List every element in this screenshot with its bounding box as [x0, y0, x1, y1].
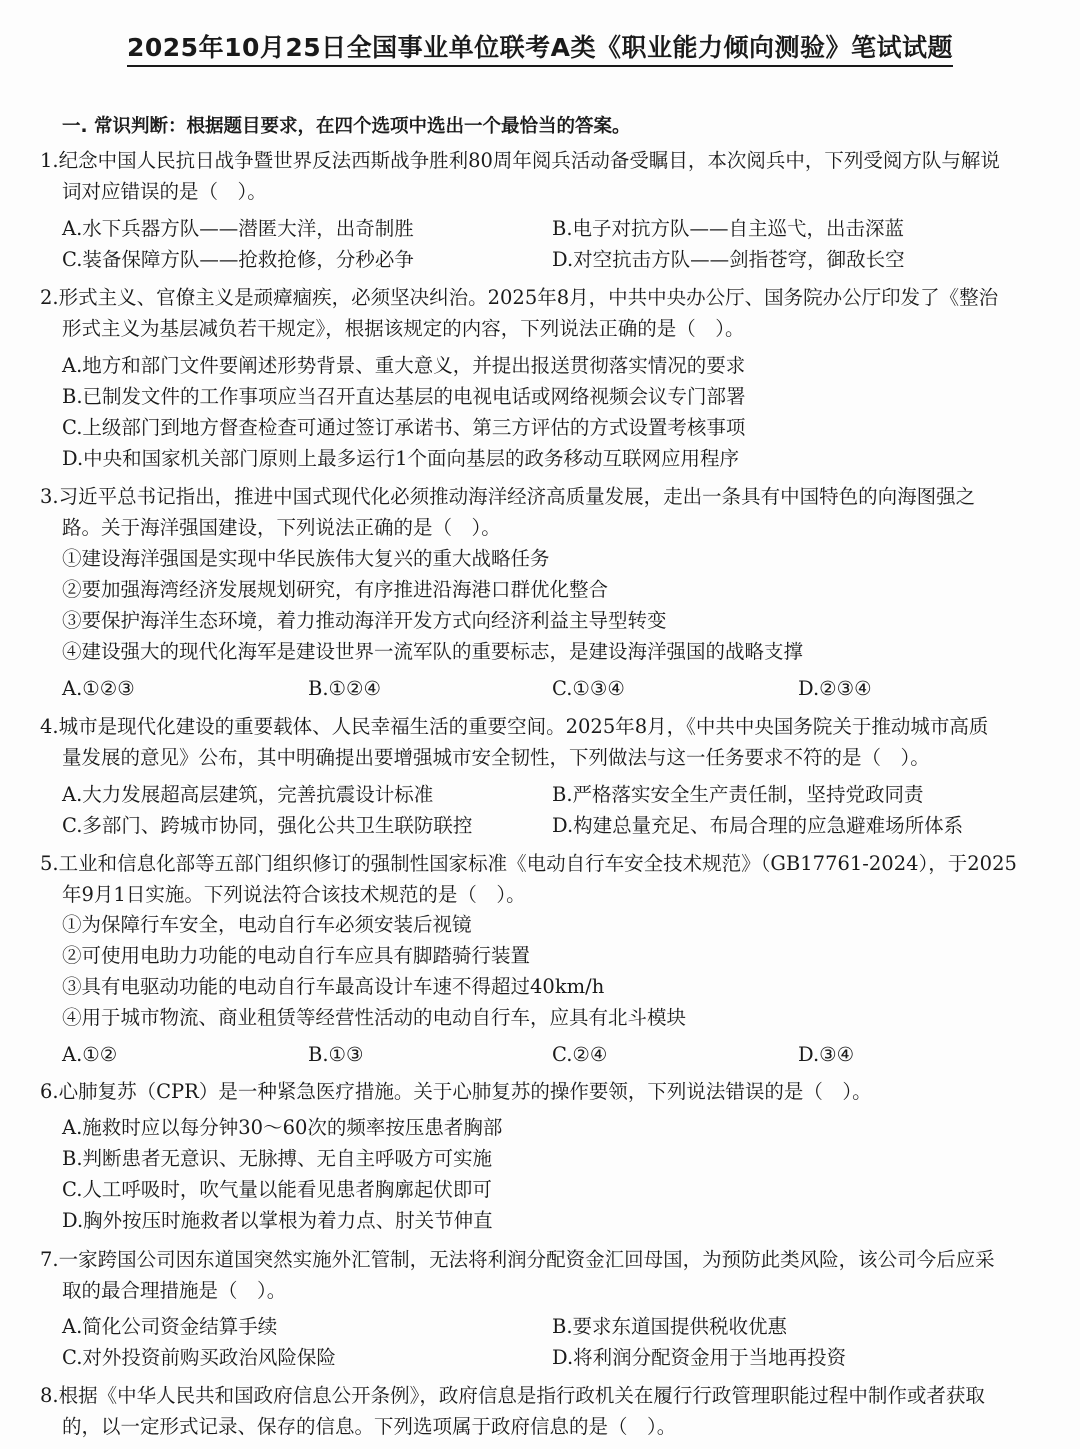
- question-5-statement-4: ④用于城市物流、商业租赁等经营性活动的电动自行车，应具有北斗模块: [62, 1006, 687, 1029]
- question-5-statement-3: ③具有电驱动功能的电动自行车最高设计车速不得超过40km/h: [62, 975, 605, 998]
- question-3-option-c: C.①③④: [552, 677, 625, 700]
- question-2-stem-line-2: 形式主义为基层减负若干规定》，根据该规定的内容，下列说法正确的是（ ）。: [62, 317, 745, 340]
- question-3-statement-2: ②要加强海湾经济发展规划研究，有序推进沿海港口群优化整合: [62, 578, 609, 601]
- question-4-option-b: B.严格落实安全生产责任制，坚持党政同责: [552, 783, 924, 806]
- question-3-statement-3: ③要保护海洋生态环境，着力推动海洋开发方式向经济利益主导型转变: [62, 609, 667, 632]
- question-3-statement-1: ①建设海洋强国是实现中华民族伟大复兴的重大战略任务: [62, 547, 550, 570]
- question-2-option-a: A.地方和部门文件要阐述形势背景、重大意义，并提出报送贯彻落实情况的要求: [62, 354, 746, 377]
- page-title: [0, 28, 1080, 64]
- question-2-option-b: B.已制发文件的工作事项应当召开直达基层的电视电话或网络视频会议专门部署: [62, 385, 746, 408]
- question-5-stem-line-1: 5.工业和信息化部等五部门组织修订的强制性国家标准《电动自行车安全技术规范》（GB17761-2024），于2025: [40, 852, 1017, 875]
- question-4-option-a: A.大力发展超高层建筑，完善抗震设计标准: [62, 783, 434, 806]
- question-1-stem-line-2: 词对应错误的是（ ）。: [62, 180, 267, 203]
- question-4-option-d: D.构建总量充足、布局合理的应急避难场所体系: [552, 814, 964, 837]
- section-heading: 一. 常识判断：根据题目要求，在四个选项中选出一个最恰当的答案。: [62, 116, 631, 137]
- question-2-option-d: D.中央和国家机关部门原则上最多运行1个面向基层的政务移动互联网应用程序: [62, 447, 740, 470]
- question-5-statement-1: ①为保障行车安全，电动自行车必须安装后视镜: [62, 913, 472, 936]
- question-5-option-c: C.②④: [552, 1043, 608, 1066]
- question-7-option-d: D.将利润分配资金用于当地再投资: [552, 1346, 847, 1369]
- question-1-option-b: B.电子对抗方队——自主巡弋，出击深蓝: [552, 217, 905, 240]
- question-5-option-d: D.③④: [798, 1043, 855, 1066]
- question-8-stem-line-1: 8.根据《中华人民共和国政府信息公开条例》，政府信息是指行政机关在履行行政管理职能过程中制作或者获取: [40, 1384, 985, 1407]
- question-3-option-d: D.②③④: [798, 677, 872, 700]
- question-1-option-a: A.水下兵器方队——潜匿大洋，出奇制胜: [62, 217, 414, 240]
- question-6-option-d: D.胸外按压时施救者以掌根为着力点、肘关节伸直: [62, 1209, 493, 1232]
- question-7-option-b: B.要求东道国提供税收优惠: [552, 1315, 788, 1338]
- question-4-option-c: C.多部门、跨城市协同，强化公共卫生联防联控: [62, 814, 473, 837]
- question-6-option-b: B.判断患者无意识、无脉搏、无自主呼吸方可实施: [62, 1147, 493, 1170]
- question-6-option-a: A.施救时应以每分钟30～60次的频率按压患者胸部: [62, 1116, 503, 1139]
- question-3-option-b: B.①②④: [308, 677, 381, 700]
- question-8-stem-line-2: 的，以一定形式记录、保存的信息。下列选项属于政府信息的是（ ）。: [62, 1415, 677, 1438]
- question-3-statement-4: ④建设强大的现代化海军是建设世界一流军队的重要标志，是建设海洋强国的战略支撑: [62, 640, 804, 663]
- question-7-option-a: A.简化公司资金结算手续: [62, 1315, 278, 1338]
- question-7-stem-line-1: 7.一家跨国公司因东道国突然实施外汇管制，无法将利润分配资金汇回母国，为预防此类风险，该公司今后应采: [40, 1248, 995, 1271]
- question-7-option-c: C.对外投资前购买政治风险保险: [62, 1346, 336, 1369]
- question-4-stem-line-1: 4.城市是现代化建设的重要载体、人民幸福生活的重要空间。2025年8月，《中共中央国务院关于推动城市高质: [40, 715, 989, 738]
- title-text: 2025年10月25日全国事业单位联考A类《职业能力倾向测验》笔试试题: [127, 33, 953, 67]
- question-1-option-c: C.装备保障方队——抢救抢修，分秒必争: [62, 248, 414, 271]
- question-5-option-a: A.①②: [62, 1043, 118, 1066]
- question-3-stem-line-2: 路。关于海洋强国建设，下列说法正确的是（ ）。: [62, 516, 501, 539]
- question-6-stem-line-1: 6.心肺复苏（CPR）是一种紧急医疗措施。关于心肺复苏的操作要领，下列说法错误的是（ ）。: [40, 1080, 872, 1103]
- question-4-stem-line-2: 量发展的意见》公布，其中明确提出要增强城市安全韧性，下列做法与这一任务要求不符的是（ ）。: [62, 746, 930, 769]
- question-6-option-c: C.人工呼吸时，吹气量以能看见患者胸廓起伏即可: [62, 1178, 492, 1201]
- question-1-stem-line-1: 1.纪念中国人民抗日战争暨世界反法西斯战争胜利80周年阅兵活动备受瞩目，本次阅兵中，下列受阅方队与解说: [40, 149, 1000, 172]
- question-1-option-d: D.对空抗击方队——剑指苍穹，御敌长空: [552, 248, 905, 271]
- question-3-stem-line-1: 3.习近平总书记指出，推进中国式现代化必须推动海洋经济高质量发展，走出一条具有中国特色的向海图强之: [40, 485, 976, 508]
- question-3-option-a: A.①②③: [62, 677, 135, 700]
- question-2-stem-line-1: 2.形式主义、官僚主义是顽瘴痼疾，必须坚决纠治。2025年8月，中共中央办公厅、国务院办公厅印发了《整治: [40, 286, 999, 309]
- question-5-stem-line-2: 年9月1日实施。下列说法符合该技术规范的是（ ）。: [62, 883, 526, 906]
- question-5-statement-2: ②可使用电助力功能的电动自行车应具有脚踏骑行装置: [62, 944, 531, 967]
- question-7-stem-line-2: 取的最合理措施是（ ）。: [62, 1279, 287, 1302]
- question-2-option-c: C.上级部门到地方督查检查可通过签订承诺书、第三方评估的方式设置考核事项: [62, 416, 746, 439]
- question-5-option-b: B.①③: [308, 1043, 364, 1066]
